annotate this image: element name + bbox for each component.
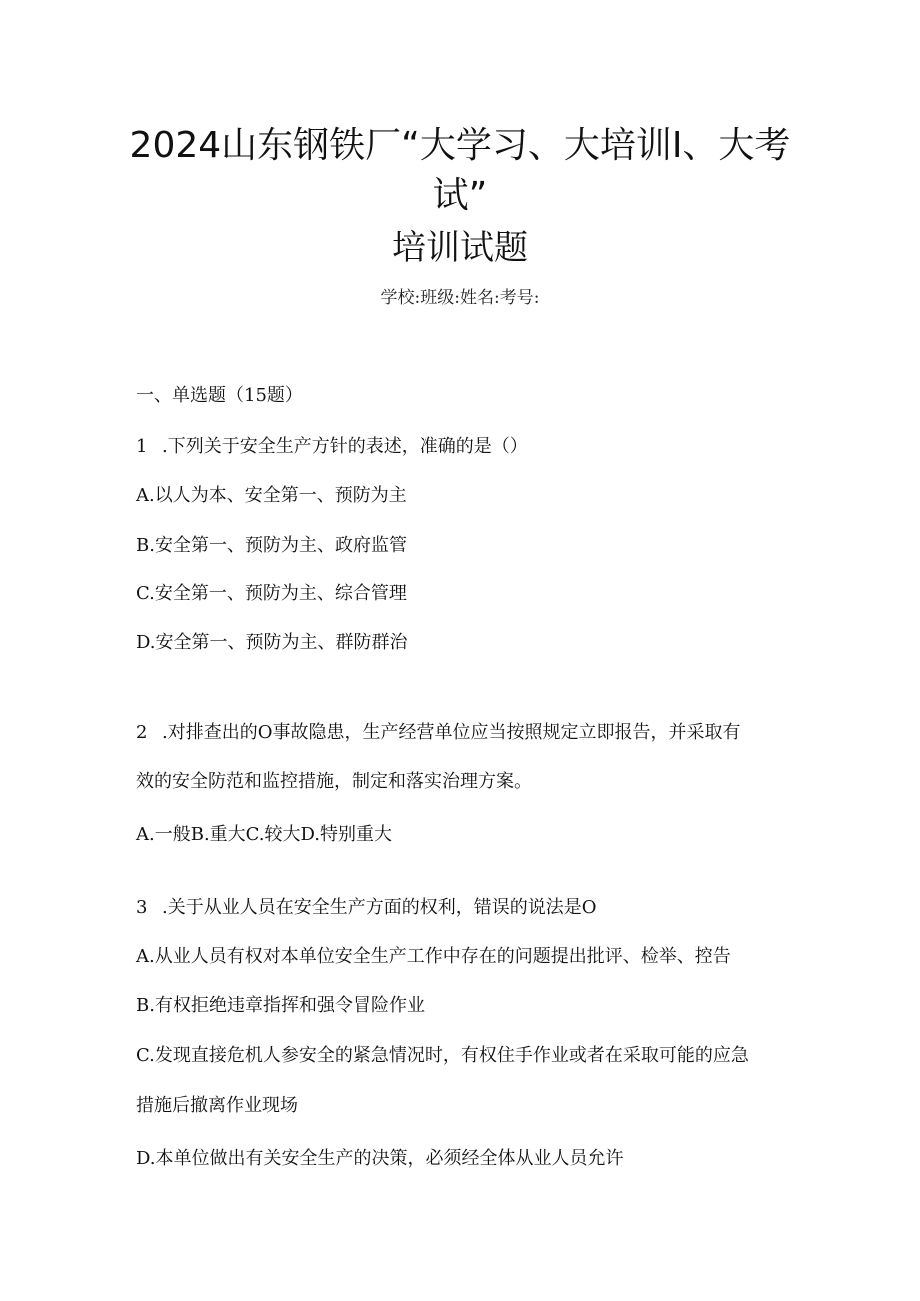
document-title-line-2: 试”: [432, 175, 488, 216]
question-1-stem: [136, 434, 528, 460]
question-1-option-a: A.以人为本、安全第一、预防为主: [136, 485, 407, 506]
question-text: .关于从业人员在安全生产方面的权利，错误的说法是O: [162, 897, 597, 918]
question-3-option-a: A.从业人员有权对本单位安全生产工作中存在的问题提出批评、检举、控告: [136, 946, 731, 967]
section-heading: 一、单选题（15题）: [136, 385, 303, 406]
document-subtitle: 培训试题: [392, 228, 528, 268]
question-2-stem-continued: 效的安全防范和监控措施，制定和落实治理方案。: [136, 771, 532, 792]
question-number: 2: [136, 722, 148, 743]
question-3-option-c-continued: 措施后撤离作业现场: [136, 1095, 298, 1116]
question-1-option-d: D.安全第一、预防为主、群防群治: [136, 632, 408, 653]
question-number: 1: [136, 436, 148, 457]
question-2-options: A.一般B.重大C.较大D.特别重大: [136, 824, 393, 845]
question-1-option-b: B.安全第一、预防为主、政府监管: [136, 535, 407, 556]
question-3-stem: [136, 895, 596, 921]
document-title-line-1: 2024山东钢铁厂“大学习、大培训I、大考: [129, 125, 791, 166]
question-2-stem: [136, 720, 740, 746]
question-3-option-c: C.发现直接危机人参安全的紧急情况时，有权住手作业或者在采取可能的应急: [136, 1045, 749, 1066]
question-3-option-b: B.有权拒绝违章指挥和强令冒险作业: [136, 995, 425, 1016]
question-text: .对排查出的O事故隐患，生产经营单位应当按照规定立即报告，并采取有: [162, 722, 741, 743]
question-text: .下列关于安全生产方针的表述，准确的是（）: [162, 436, 528, 457]
question-1-option-c: C.安全第一、预防为主、综合管理: [136, 583, 407, 604]
student-info-line: 学校:班级:姓名:考号:: [380, 288, 540, 308]
question-3-option-d: D.本单位做出有关安全生产的决策，必须经全体从业人员允许: [136, 1148, 624, 1169]
question-number: 3: [136, 897, 148, 918]
